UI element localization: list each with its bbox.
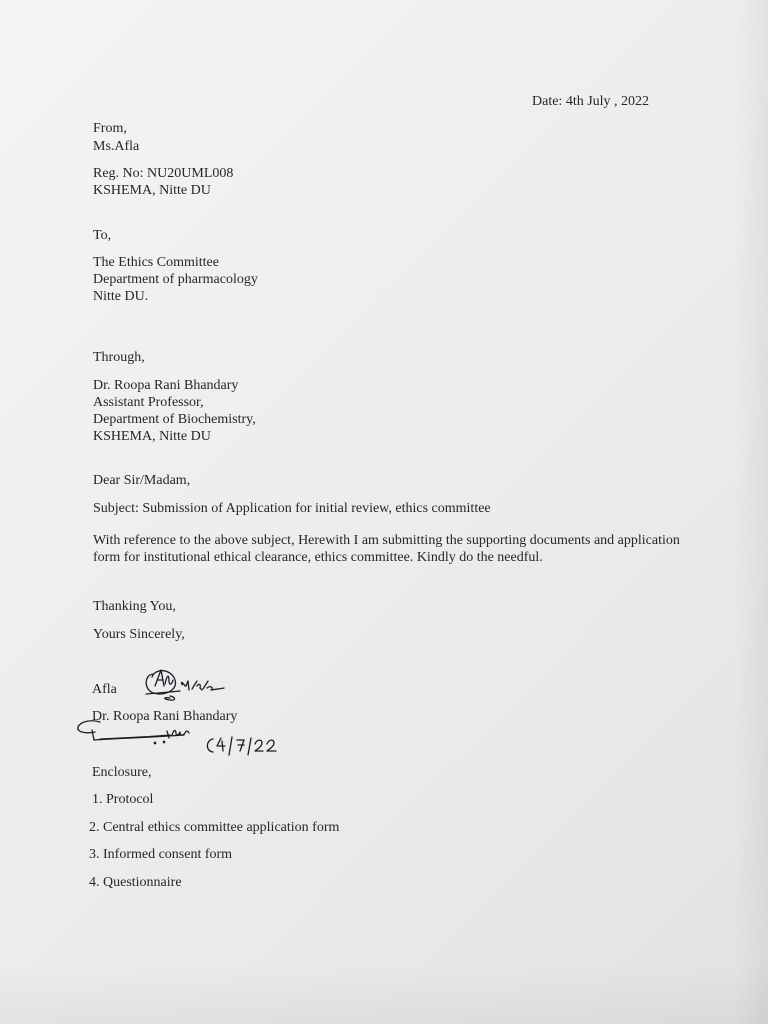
sender-name: Ms.Afla	[93, 139, 140, 154]
guide-signature	[66, 716, 291, 764]
through-label: Through,	[93, 350, 145, 365]
closing-line: Yours Sincerely,	[93, 627, 185, 642]
enclosure-label: Enclosure,	[92, 765, 152, 780]
from-label: From,	[93, 121, 127, 136]
salutation: Dear Sir/Madam,	[93, 473, 191, 488]
letter-date: Date: 4th July , 2022	[532, 94, 650, 109]
paper-shadow-bottom	[0, 964, 768, 1024]
paper-shadow-right	[734, 0, 768, 1024]
enclosure-item: 2. Central ethics committee application form	[89, 820, 340, 835]
recipient-line-3: Nitte DU.	[93, 289, 149, 304]
recipient-line-1: The Ethics Committee	[93, 255, 219, 270]
body-paragraph: With reference to the above subject, Herewith I am submitting the supporting documents and application form for institutional ethical clearance, ethics committee. Kindly do the needful.	[93, 533, 680, 565]
student-signature	[140, 664, 235, 706]
enclosure-item: 1. Protocol	[92, 792, 154, 807]
enclosure-item: 4. Questionnaire	[89, 875, 182, 890]
through-institution: KSHEMA, Nitte DU	[93, 429, 211, 444]
thanks-line: Thanking You,	[93, 599, 176, 614]
to-label: To,	[93, 228, 112, 243]
guide-signatory-name: Dr. Roopa Rani Bhandary	[92, 709, 238, 724]
through-designation: Assistant Professor,	[93, 395, 204, 410]
student-signatory-name: Afla	[92, 682, 117, 697]
sender-reg-no: Reg. No: NU20UML008	[93, 166, 234, 181]
subject-line: Subject: Submission of Application for initial review, ethics committee	[93, 501, 491, 516]
through-name: Dr. Roopa Rani Bhandary	[93, 378, 239, 393]
enclosure-item: 3. Informed consent form	[89, 847, 233, 862]
through-department: Department of Biochemistry,	[93, 412, 256, 427]
recipient-line-2: Department of pharmacology	[93, 272, 258, 287]
sender-institution: KSHEMA, Nitte DU	[93, 183, 211, 198]
